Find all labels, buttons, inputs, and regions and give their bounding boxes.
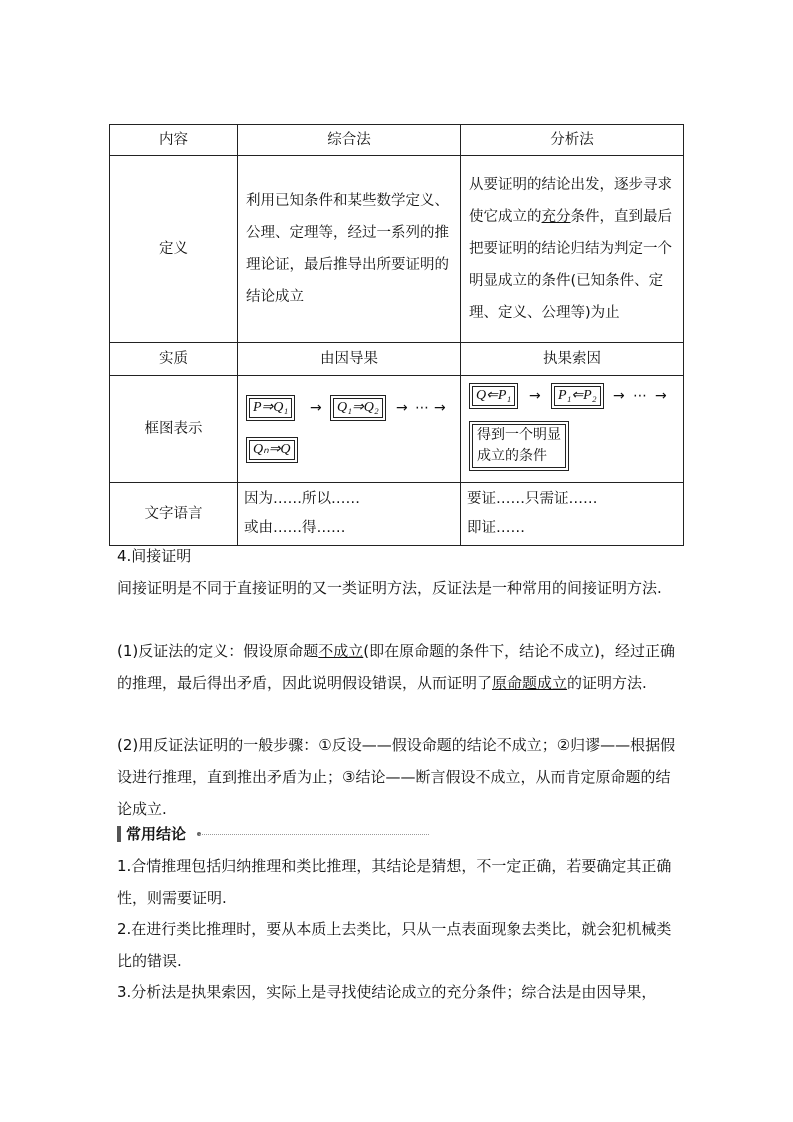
paragraph-contradiction-steps: (2)用反证法证明的一般步骤：①反设——假设命题的结论不成立；②归谬——根据假设进行推理，直到推出矛盾为止；③结论——断言假设不成立，从而肯定原命题的结论成立. xyxy=(117,736,676,818)
arrow-icon: → xyxy=(613,388,625,404)
arrow-icon: → xyxy=(529,388,541,404)
analysis-definition-text xyxy=(467,169,677,329)
cell-synthesis-language xyxy=(238,483,461,546)
analysis-language-line1: 要证……只需证…… xyxy=(467,491,598,507)
table-row-diagram xyxy=(110,376,684,483)
underlined-original-true: 原命题成立 xyxy=(492,674,568,692)
section-heading-indirect-proof: 4.间接证明 xyxy=(117,547,192,565)
analysis-flow-box-3-line1: 得到一个明显 xyxy=(477,427,561,443)
conclusion-item-3: 3.分析法是执果索因，实际上是寻找使结论成立的充分条件；综合法是由因导果， xyxy=(117,983,657,1001)
synthesis-flow-box-2: Q₁⇒Q₂ xyxy=(330,395,386,421)
paragraph-indirect-intro: 间接证明是不同于直接证明的又一类证明方法，反证法是一种常用的间接证明方法. xyxy=(117,579,662,597)
cell-analysis-diagram xyxy=(461,376,684,483)
row-label-diagram: 框图表示 xyxy=(110,376,238,483)
analysis-def-underlined: 充分 xyxy=(541,209,571,225)
synthesis-flowchart xyxy=(242,379,456,479)
row-label-language: 文字语言 xyxy=(110,483,238,546)
synthesis-flow-box-1: P⇒Q₁ xyxy=(246,395,295,421)
cell-synthesis-essence: 由因导果 xyxy=(238,343,461,376)
header-synthesis: 综合法 xyxy=(238,125,461,156)
arrow-icon: → xyxy=(434,400,446,416)
row-label-definition: 定义 xyxy=(110,156,238,343)
arrow-icon: → xyxy=(396,400,408,416)
analysis-def-part2: 条件，直到最后把要证明的结论归结为判定一个明显成立的条件(已知条件、定理、定义、公理等)为止 xyxy=(469,209,672,321)
ellipsis-icon: ⋯ xyxy=(633,388,647,404)
conclusion-item-1: 1.合情推理包括归纳推理和类比推理，其结论是猜想，不一定正确，若要确定其正确性，则需要证明. xyxy=(117,857,672,907)
header-content: 内容 xyxy=(110,125,238,156)
synthesis-language-line2: 或由……得…… xyxy=(244,520,346,536)
synthesis-flow-box-3: Qₙ⇒Q xyxy=(246,437,298,463)
analysis-flow-box-3-line2: 成立的条件 xyxy=(477,448,547,464)
conclusion-item-2: 2.在进行类比推理时，要从本质上去类比，只从一点表面现象去类比，就会犯机械类比的错误. xyxy=(117,920,672,970)
analysis-language-line2: 即证…… xyxy=(467,520,525,536)
table-row-essence xyxy=(110,343,684,376)
ellipsis-icon: ⋯ xyxy=(415,400,429,416)
underlined-not-true: 不成立 xyxy=(318,642,364,660)
cell-analysis-definition xyxy=(461,156,684,343)
cell-synthesis-definition xyxy=(238,156,461,343)
tag-bar-icon xyxy=(117,826,121,842)
table-header-row xyxy=(110,125,684,156)
synthesis-definition-text: 利用已知条件和某些数学定义、公理、定理等，经过一系列的推理论证，最后推导出所要证明的结论成立 xyxy=(246,193,449,305)
arrow-icon: → xyxy=(655,388,667,404)
tag-divider xyxy=(199,834,429,835)
comparison-table xyxy=(109,124,684,546)
analysis-flow-box-3 xyxy=(469,421,569,471)
tag-label: 常用结论 xyxy=(126,825,187,843)
analysis-flow-box-2: P₁⇐P₂ xyxy=(551,383,604,409)
cell-analysis-essence: 执果索因 xyxy=(461,343,684,376)
header-analysis: 分析法 xyxy=(461,125,684,156)
row-label-essence: 实质 xyxy=(110,343,238,376)
common-conclusions-tag xyxy=(117,824,683,844)
synthesis-language-line1: 因为……所以…… xyxy=(244,491,360,507)
cell-analysis-language xyxy=(461,483,684,546)
analysis-flowchart xyxy=(465,379,679,479)
paragraph-contradiction-definition: (1)反证法的定义：假设原命题不成立(即在原命题的条件下，结论不成立)，经过正确的推理，最后得出矛盾，因此说明假设错误，从而证明了原命题成立的证明方法. xyxy=(117,642,675,692)
analysis-flow-box-1: Q⇐P₁ xyxy=(469,383,518,409)
table-row-language xyxy=(110,483,684,546)
cell-synthesis-diagram xyxy=(238,376,461,483)
table-row-definition xyxy=(110,156,684,343)
arrow-icon: → xyxy=(310,400,322,416)
analysis-def-part1: 从要证明的结论出发，逐步寻求使它成立的 xyxy=(469,177,672,225)
